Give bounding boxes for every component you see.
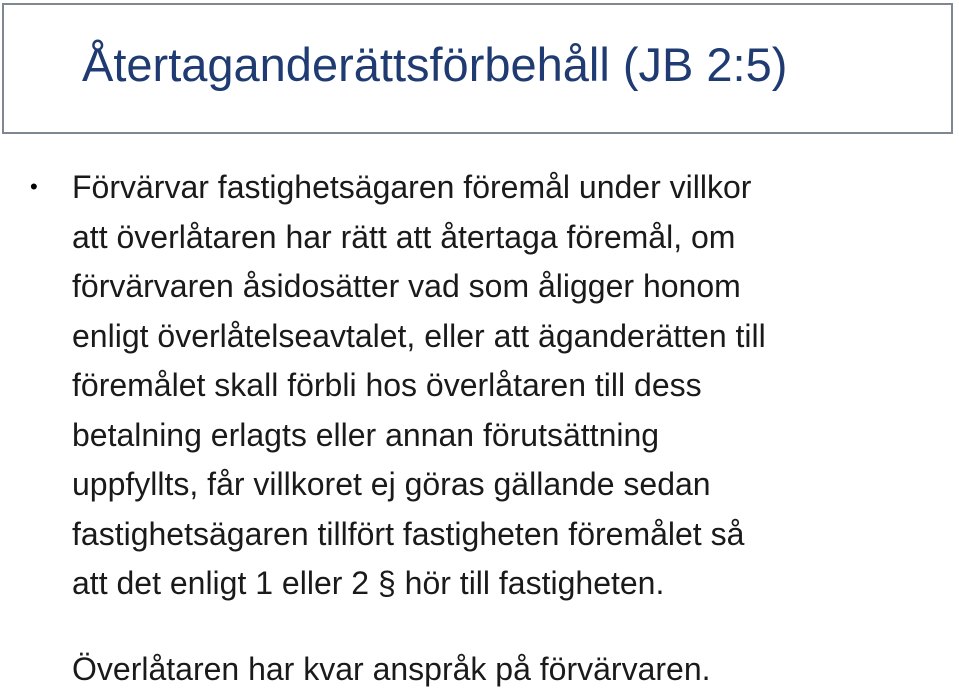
paragraph-line: enligt överlåtelseavtalet, eller att äganderätten till — [72, 317, 766, 354]
paragraph-line: förvärvaren åsidosätter vad som åligger honom — [72, 268, 741, 304]
slide-title: Återtaganderättsförbehåll (JB 2:5) — [82, 38, 788, 91]
paragraph-line: uppfyllts, får villkoret ej göras gällande sedan — [72, 466, 711, 502]
paragraph-line: föremålet skall förbli hos överlåtaren till dess — [72, 367, 702, 403]
paragraph-line: fastighetsägaren tillfört fastigheten föremålet så — [72, 515, 745, 552]
bullet-paragraph — [72, 163, 932, 609]
paragraph-line: att överlåtaren har rätt att återtaga föremål, om — [72, 218, 736, 255]
paragraph-line: att det enligt 1 eller 2 § hör till fastigheten. — [72, 565, 665, 601]
paragraph-line: Förvärvar fastighetsägaren föremål under villkor — [72, 169, 752, 205]
bullet-point-icon: • — [30, 174, 38, 199]
footer-statement: Överlåtaren har kvar anspråk på förvärvaren. — [72, 651, 711, 687]
paragraph-line: betalning erlagts eller annan förutsättning — [72, 416, 660, 453]
title-box — [2, 3, 953, 134]
